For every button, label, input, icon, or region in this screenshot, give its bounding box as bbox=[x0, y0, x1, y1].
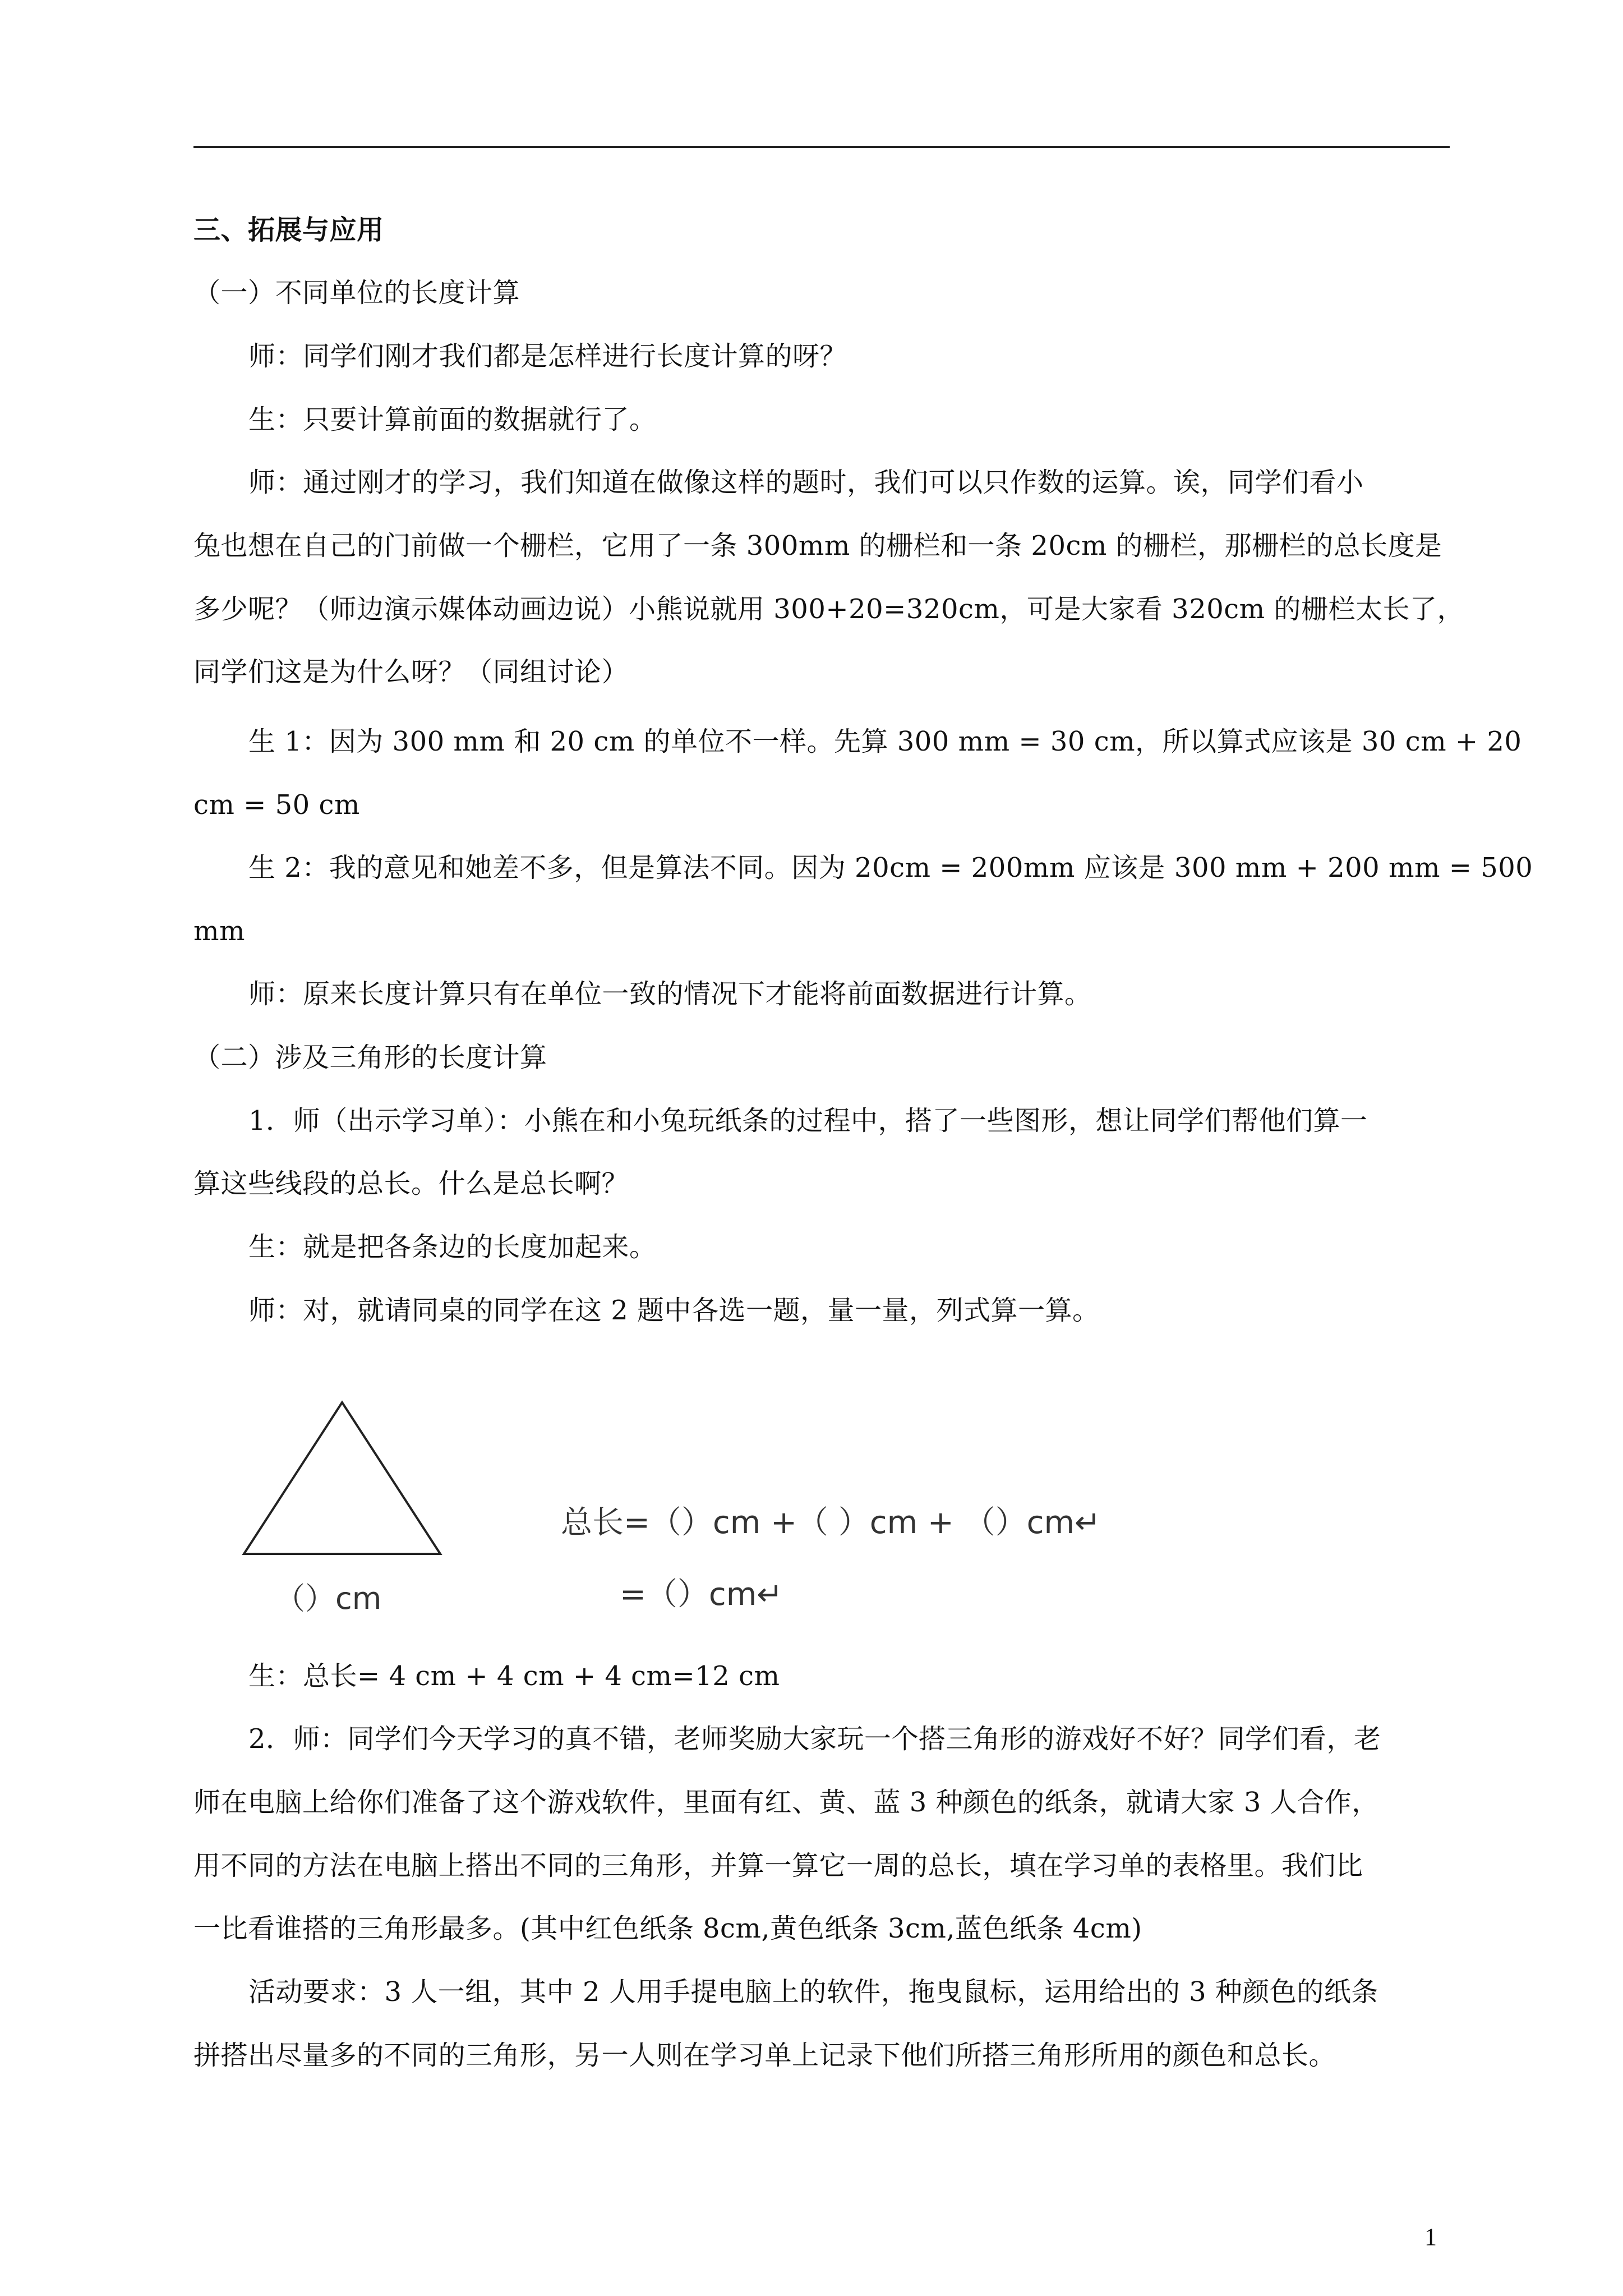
triangle-figure bbox=[236, 1397, 449, 1565]
total-length-formula: 总长=（）cm +（ ）cm + （）cm↵ bbox=[561, 1504, 1101, 1541]
paragraph-continuation: 多少呢？（师边演示媒体动画边说）小熊说就用 300+20=320cm，可是大家看 320cm 的栅栏太长了， bbox=[193, 593, 1464, 625]
header-rule bbox=[193, 146, 1450, 148]
paragraph-continuation: cm = 50 cm bbox=[193, 789, 360, 821]
triangle-side-label: （）cm bbox=[275, 1581, 382, 1616]
paragraph: 2．师：同学们今天学习的真不错，老师奖励大家玩一个搭三角形的游戏好不好？同学们看，老 bbox=[248, 1723, 1381, 1755]
paragraph: 生 2：我的意见和她差不多，但是算法不同。因为 20cm = 200mm 应该是 300 mm + 200 mm = 500 bbox=[248, 852, 1533, 884]
paragraph: 活动要求：3 人一组，其中 2 人用手提电脑上的软件，拖曳鼠标，运用给出的 3 种颜色的纸条 bbox=[248, 1976, 1378, 2008]
paragraph: 师：同学们刚才我们都是怎样进行长度计算的呀？ bbox=[248, 341, 847, 372]
paragraph: 师：通过刚才的学习，我们知道在做像这样的题时，我们可以只作数的运算。诶，同学们看小 bbox=[248, 467, 1364, 498]
paragraph-continuation: 兔也想在自己的门前做一个栅栏，它用了一条 300mm 的栅栏和一条 20cm 的栅栏，那栅栏的总长度是 bbox=[193, 530, 1442, 562]
paragraph: 师：原来长度计算只有在单位一致的情况下才能将前面数据进行计算。 bbox=[248, 978, 1092, 1010]
paragraph: 师：对，就请同桌的同学在这 2 题中各选一题，量一量，列式算一算。 bbox=[248, 1295, 1100, 1326]
triangle-shape bbox=[244, 1402, 440, 1554]
paragraph: 1．师（出示学习单）：小熊在和小兔玩纸条的过程中，搭了一些图形，想让同学们帮他们算一 bbox=[248, 1105, 1368, 1137]
paragraph-continuation: 一比看谁搭的三角形最多。(其中红色纸条 8cm,黄色纸条 3cm,蓝色纸条 4cm) bbox=[193, 1913, 1142, 1944]
page-number: 1 bbox=[1424, 2223, 1437, 2251]
subsection-heading: （二）涉及三角形的长度计算 bbox=[193, 1042, 547, 1073]
paragraph-continuation: 师在电脑上给你们准备了这个游戏软件，里面有红、黄、蓝 3 种颜色的纸条，就请大家 3 人合作， bbox=[193, 1787, 1379, 1818]
paragraph: 生：就是把各条边的长度加起来。 bbox=[248, 1231, 657, 1263]
paragraph: 生 1：因为 300 mm 和 20 cm 的单位不一样。先算 300 mm = 30 cm，所以算式应该是 30 cm + 20 bbox=[248, 726, 1522, 757]
paragraph-continuation: 同学们这是为什么呀？（同组讨论） bbox=[193, 656, 629, 688]
total-length-result: =（）cm↵ bbox=[620, 1576, 783, 1613]
paragraph-continuation: 拼搭出尽量多的不同的三角形，另一人则在学习单上记录下他们所搭三角形所用的颜色和总长。 bbox=[193, 2040, 1336, 2071]
subsection-heading: （一）不同单位的长度计算 bbox=[193, 277, 520, 309]
section-heading: 三、拓展与应用 bbox=[193, 214, 384, 246]
paragraph: 生：只要计算前面的数据就行了。 bbox=[248, 404, 657, 435]
paragraph-continuation: 用不同的方法在电脑上搭出不同的三角形，并算一算它一周的总长，填在学习单的表格里。我们比 bbox=[193, 1850, 1363, 1881]
paragraph-continuation: mm bbox=[193, 915, 246, 947]
paragraph: 生：总长= 4 cm + 4 cm + 4 cm=12 cm bbox=[248, 1660, 780, 1692]
paragraph-continuation: 算这些线段的总长。什么是总长啊？ bbox=[193, 1168, 629, 1199]
